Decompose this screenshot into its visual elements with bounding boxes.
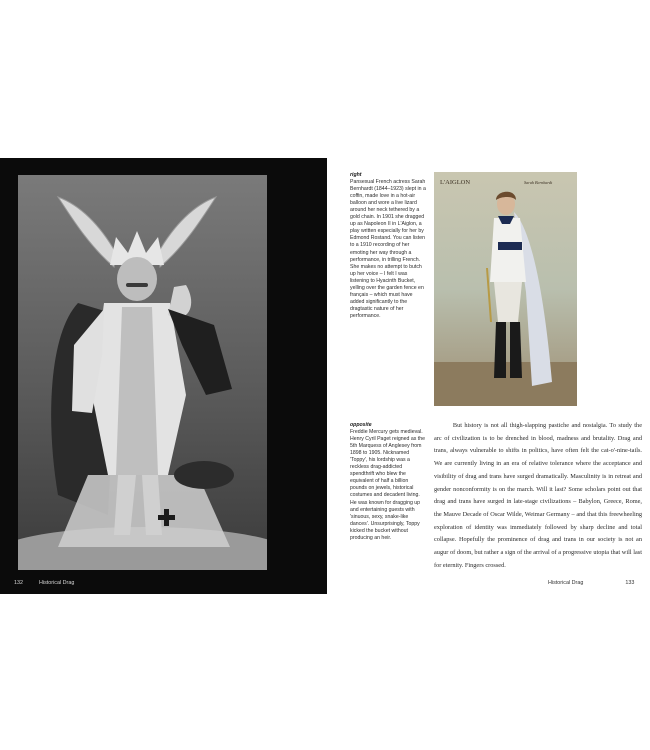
bernhardt-costume-illustration [434,172,577,406]
left-running-head: Historical Drag [39,580,75,586]
right-boot [510,322,522,378]
laiglon-poster [434,172,577,406]
embroidered-panel [116,307,158,475]
poster-name-bernhardt: Sarah Bernhardt [524,180,553,185]
left-page-number: 132 [14,580,23,586]
left-page [0,158,327,594]
footstool [174,461,234,489]
poster-title-laiglon: L'AIGLON [440,179,471,186]
marquess-costume-illustration [18,175,267,570]
caption-opposite [350,422,426,542]
caption-opposite-text: Freddie Mercury gets medieval. Henry Cyril Paget reigned as the 5th Marquess of Anglesey from 1898 to 1905. Nicknamed 'Toppy', his lordship was a reckless drag-addicted spendthrift who blew the equivalent of half a billion pounds on jewels, historical costumes and decadent living. He was known for dragging up and entertaining guests with 'sinuous, sexy, snake-like dances'. Unsurprisingly, Toppy kicked the bucket without producing an heir. [350,429,425,541]
right-running-head: Historical Drag [548,580,584,586]
breeches [494,282,522,322]
main-body-paragraph [434,420,642,572]
caption-opposite-kicker: opposite [350,422,372,428]
right-page-number: 133 [625,580,635,586]
body-indent [434,422,453,429]
left-folio [14,578,254,588]
right-folio [548,578,638,588]
caption-right-text: Pansexual French actress Sarah Bernhardt (1844–1923) slept in a coffin, made love in a hot-air balloon and wore a live lizard around her neck tethered by a gold chain. In 1901 she dragged up as Napoleon II in L'Aiglon, a play written especially for her by Edmond Rostand. You can listen to a 1910 recording of her emoting her way through a performance, in trilling French. She makes no attempt to butch up her voice – I felt I was listening to Hyacinth Bucket, yelling over the garden fence en français – which must have added significantly to the dragtastic nature of her performance. [350,179,426,319]
left-boot [494,322,506,378]
caption-right [350,172,426,320]
marquess-costume-photo [18,175,267,570]
body-text: But history is not all thigh-slapping pastiche and nostalgia. To study the arc of civilization is to be drenched in blood, madness and brutality. Drag and trans, always vulnerable to shifts in politics, have often felt the cat-o'-nine-tails. We are currently living in an era of relative tolerance where the acceptance and visibility of drag and trans have surged dramatically. Masculinity is in retreat and gender nonconformity is on the march. Will it last? Some scholars point out that drag and trans have surged in late-stage civilizations – Babylon, Greece, Rome, the Mauve Decade of Oscar Wilde, Weimar Germany – and that this freewheeling exploration of identity was immediately followed by sharp decline and total collapse. Hopefully the prominence of drag and trans in our society is not an augur of doom, but rather a sign of the arrival of a progressive utopia that will last for eternity. Fingers crossed. [434,422,642,569]
blue-sash [498,242,522,250]
face [117,257,157,301]
caption-right-kicker: right [350,172,362,178]
moustache [126,283,148,287]
